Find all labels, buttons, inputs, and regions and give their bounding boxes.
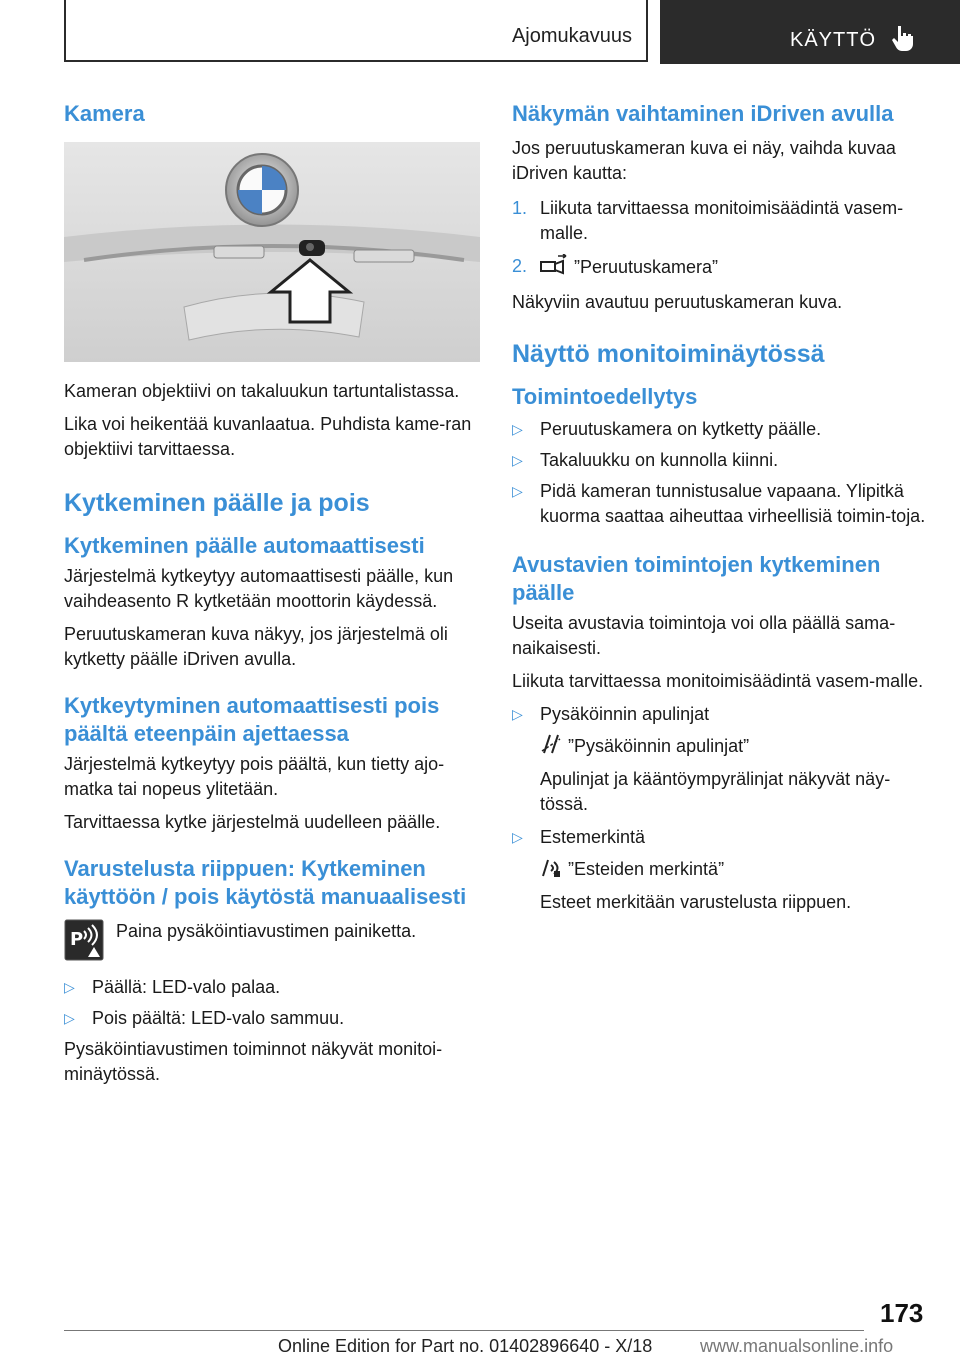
- assist-text-2: Liikuta tarvittaessa monitoimisäädintä vasem-malle.: [512, 671, 924, 691]
- manual-heading: Varustelusta riippuen: Kytkeminen käyttöön / pois käytöstä manuaalisesti: [64, 856, 467, 909]
- section-tab: [64, 0, 648, 62]
- auto-on-heading: Kytkeminen päälle automaattisesti: [64, 533, 425, 558]
- step-text: Liikuta tarvittaessa monitoimisäädintä vasem-malle.: [540, 198, 904, 243]
- bullet-triangle-icon: ▷: [512, 706, 523, 722]
- list-item: [512, 702, 928, 727]
- list-item: [512, 479, 928, 529]
- section-label: Ajomukavuus: [511, 25, 632, 47]
- bullet-triangle-icon: ▷: [64, 979, 75, 995]
- obstacle-description: Esteet merkitään varustelusta riippuen.: [540, 892, 852, 912]
- lines-menu-text: ”Pysäköinnin apulinjat”: [568, 736, 750, 756]
- bullet-text: Estemerkintä: [540, 827, 646, 847]
- auto-off-heading: Kytkeytyminen automaattisesti pois päältä eteenpäin ajettaessa: [64, 693, 440, 746]
- left-column: [64, 100, 482, 1087]
- pointing-hand-icon: [890, 24, 916, 52]
- camera-location-photo: [64, 142, 480, 362]
- assist-heading: Avustavien toimintojen kytkeminen päälle: [512, 552, 881, 605]
- step-number: 2.: [512, 256, 528, 276]
- lines-menu-entry: [512, 733, 928, 817]
- idrive-heading: Näkymän vaihtaminen iDriven avulla: [512, 101, 894, 126]
- step-text: ”Peruutuskamera”: [574, 257, 719, 277]
- list-item: [512, 254, 928, 280]
- obstacle-marking-icon: [540, 856, 562, 878]
- park-assist-button-icon: [64, 919, 104, 961]
- chapter-label: KÄYTTÖ: [790, 29, 877, 51]
- edition-text: Online Edition for Part no. 01402896640 - X/18: [278, 1336, 653, 1356]
- footer-divider: [64, 1330, 864, 1331]
- list-item: [512, 448, 928, 473]
- list-item: [512, 196, 928, 246]
- bullet-triangle-icon: ▷: [512, 829, 523, 845]
- requirements-heading: Toimintoedellytys: [512, 384, 698, 409]
- chapter-tab: [660, 0, 960, 64]
- idrive-result: Näkyviin avautuu peruutuskameran kuva.: [512, 292, 843, 312]
- page-number: 173: [880, 1298, 924, 1328]
- auto-on-text-2: Peruutuskameran kuva näkyy, jos järjestelmä oli kytketty päälle iDriven avulla.: [64, 624, 448, 669]
- list-item: [64, 1006, 482, 1031]
- closing-text: Pysäköintiavustimen toiminnot näkyvät monitoi-minäytössä.: [64, 1039, 443, 1084]
- lines-description: Apulinjat ja kääntöympyrälinjat näkyvät näy-tössä.: [540, 769, 891, 814]
- camera-heading: Kamera: [64, 101, 145, 126]
- bullet-text: Takaluukku on kunnolla kiinni.: [540, 450, 779, 470]
- assist-text-1: Useita avustavia toimintoja voi olla päällä sama-naikaisesti.: [512, 613, 896, 658]
- auto-on-text-1: Järjestelmä kytkeytyy automaattisesti päälle, kun vaihdeasento R kytketään moottorin käydessä.: [64, 566, 454, 611]
- svg-text:P: P: [70, 929, 84, 950]
- obstacle-menu-entry: [512, 856, 928, 915]
- bullet-triangle-icon: ▷: [512, 421, 523, 437]
- manual-instruction: [64, 919, 482, 961]
- parking-lines-icon: [540, 733, 562, 755]
- manual-button-text: Paina pysäköintiavustimen painiketta.: [116, 921, 417, 941]
- bullet-triangle-icon: ▷: [512, 452, 523, 468]
- brand-watermark: www.manualsonline.info: [700, 1336, 894, 1356]
- switch-heading: Kytkeminen päälle ja pois: [64, 489, 370, 517]
- display-heading: Näyttö monitoiminäytössä: [512, 340, 825, 368]
- idrive-intro: Jos peruutuskameran kuva ei näy, vaihda kuvaa iDriven kautta:: [512, 138, 896, 183]
- list-item: [64, 975, 482, 1000]
- right-column: [512, 100, 928, 915]
- obstacle-menu-text: ”Esteiden merkintä”: [568, 859, 725, 879]
- list-item: [512, 417, 928, 442]
- bullet-text: Päällä: LED-valo palaa.: [92, 977, 281, 997]
- bullet-text: Pidä kameran tunnistusalue vapaana. Ylipitkä kuorma saattaa aiheuttaa virheellisiä toimin-toja.: [540, 481, 926, 526]
- list-item: [512, 825, 928, 850]
- step-number: 1.: [512, 198, 528, 218]
- camera-caption: Kameran objektiivi on takaluukun tartuntalistassa.: [64, 381, 460, 401]
- bullet-text: Pysäköinnin apulinjat: [540, 704, 710, 724]
- camera-note: Lika voi heikentää kuvanlaatua. Puhdista kame-ran objektiivi tarvittaessa.: [64, 414, 472, 459]
- auto-off-text-2: Tarvittaessa kytke järjestelmä uudelleen päälle.: [64, 812, 441, 832]
- bullet-text: Pois päältä: LED-valo sammuu.: [92, 1008, 345, 1028]
- auto-off-text-1: Järjestelmä kytkeytyy pois päältä, kun tietty ajo-matka tai nopeus ylitetään.: [64, 754, 445, 799]
- bullet-triangle-icon: ▷: [64, 1010, 75, 1026]
- bullet-text: Peruutuskamera on kytketty päälle.: [540, 419, 822, 439]
- bullet-triangle-icon: ▷: [512, 483, 523, 499]
- rear-camera-icon: [540, 254, 568, 276]
